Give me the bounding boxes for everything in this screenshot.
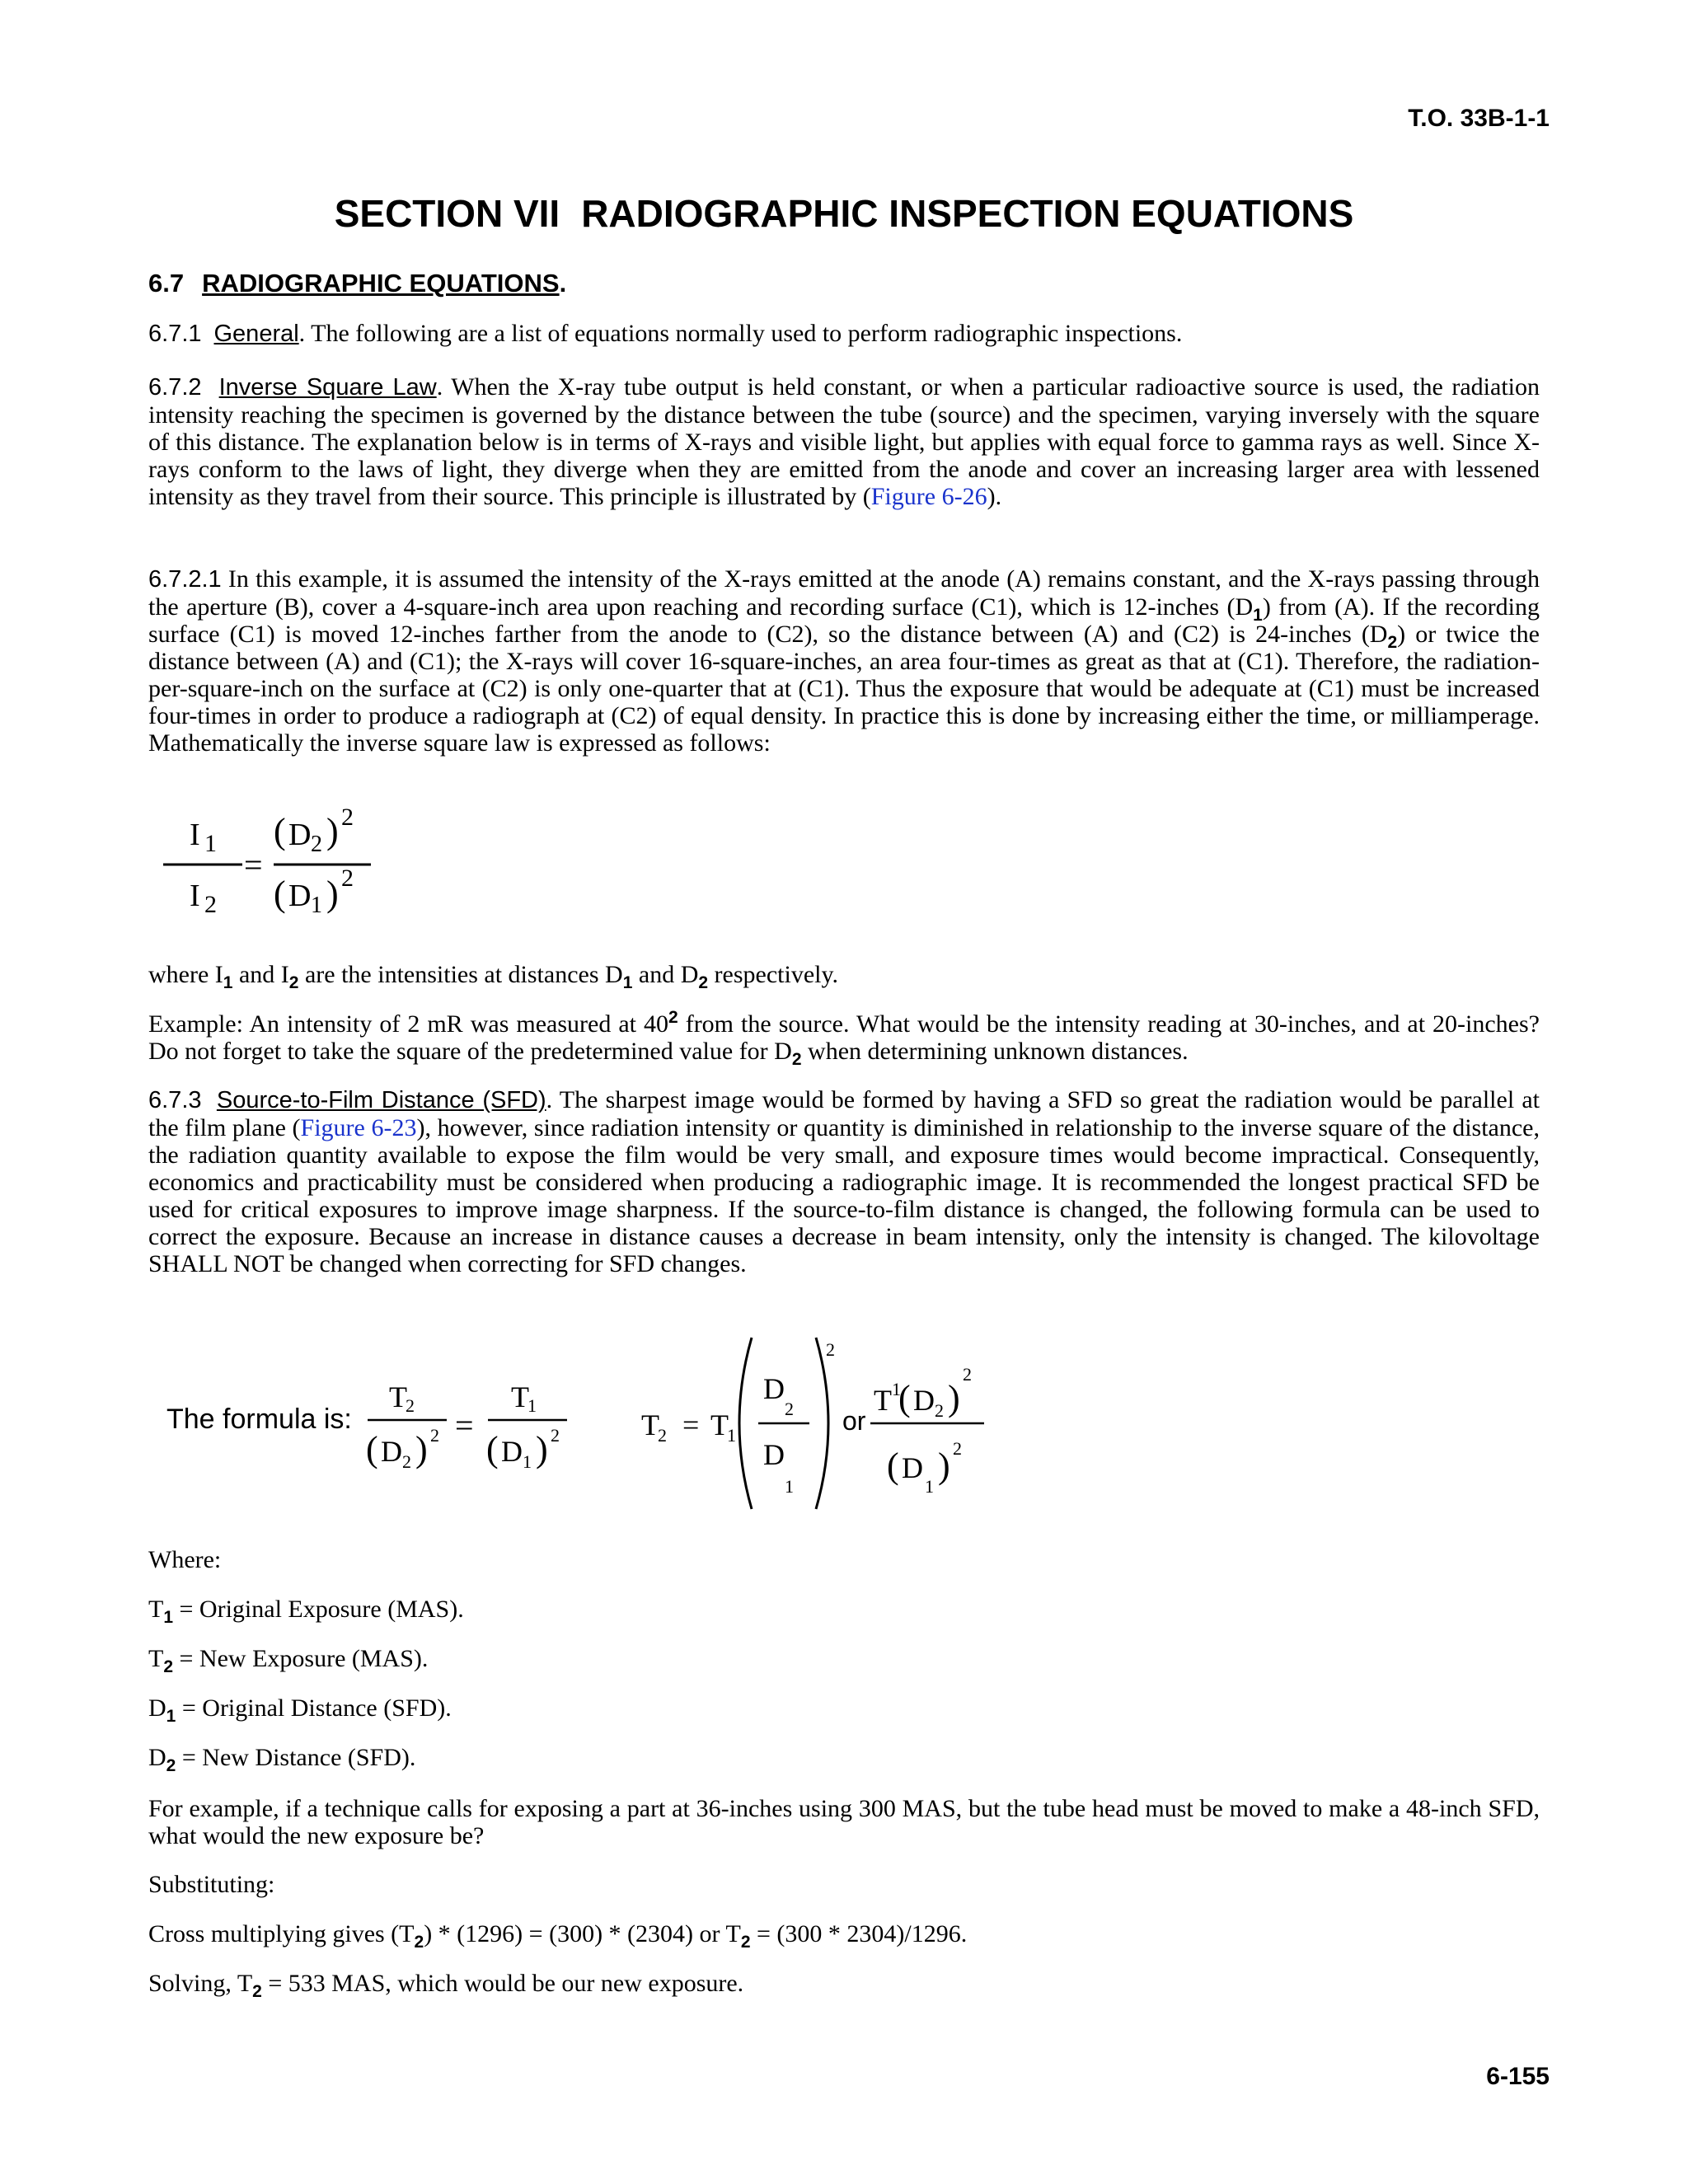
section-title: [0, 191, 1688, 236]
paren-left: (: [887, 1446, 899, 1486]
eq-power: 2: [341, 865, 354, 892]
subscript: 2: [163, 1657, 174, 1676]
superscript: 2: [551, 1425, 560, 1446]
eq-power: 2: [341, 804, 354, 831]
formula-t1: T: [874, 1384, 892, 1417]
paren-right: ): [415, 1429, 428, 1469]
definition-d1: [148, 1694, 452, 1726]
subscript: 2: [785, 1399, 794, 1419]
paren-left: (: [366, 1429, 378, 1469]
eq-d1: D: [288, 879, 312, 913]
section-number: SECTION VII: [334, 192, 560, 235]
page-number: 6-155: [1486, 2063, 1550, 2090]
subscript: 1: [925, 1476, 934, 1497]
paragraph-heading: Inverse Square Law: [218, 374, 437, 401]
formula-t1: T: [710, 1408, 729, 1441]
subscript: 2: [740, 1933, 751, 1952]
superscript: 1: [892, 1379, 901, 1399]
where-label: Where:: [148, 1546, 222, 1573]
definition-d2: [148, 1744, 416, 1775]
formula-d2: D: [913, 1384, 935, 1417]
paragraph-6-7-3: [148, 1086, 1540, 1277]
paren-right: [816, 1338, 828, 1509]
subscript: 2: [791, 1050, 802, 1069]
paragraph-text: ) or twice the distance between (A) and (C1); the X-rays will cover 16-square-inches, an area four-times as great as that at (C1). Therefore, the radiation-per-square-inch on the surface at (C2) is only one-quarter that at (C1). Thus the exposure that would be adequate at (C1) must be increased four-times in order to produce a radiograph at (C2) of equal density. In practice this is done by increasing either the time, or milliamperage. Mathematically the inverse square law is expressed as follows:: [148, 621, 1540, 757]
figure-link-6-23[interactable]: Figure 6-23: [300, 1114, 417, 1141]
paragraph-text: . The following are a list of equations normally used to perform radiographic inspections.: [298, 320, 1183, 347]
superscript: 2: [668, 1008, 678, 1027]
definition-text: = Original Distance (SFD).: [176, 1694, 452, 1722]
text: are the intensities at distances D: [298, 961, 623, 988]
paragraph-6-7-2-1: [148, 565, 1540, 757]
paragraph-text: . The sharpest image would be formed by having a SFD so great the radiation would be parallel at the film plane (: [148, 1086, 1540, 1141]
where-intensities: [148, 961, 1540, 992]
heading-number: 6.7: [148, 269, 185, 298]
subscript: 1: [727, 1425, 736, 1446]
paren-left: (: [274, 874, 286, 914]
subscript: 2: [658, 1425, 667, 1446]
eq-d2: D: [288, 818, 312, 852]
subscript: 1: [166, 1707, 176, 1726]
paragraph-number: 6.7.2: [148, 374, 202, 401]
paragraph-text: . When the X-ray tube output is held constant, or when a particular radioactive source is used, the radiation intensity reaching the specimen is governed by the distance between the tube (source) and the specimen, varying inversely with the square of this distance. The explanation below is in terms of X-rays and visible light, but applies with equal force to gamma rays as well. Since X-rays conform to the laws of light, they diverge when they are emitted from the anode and cover an increasing larger area with lessened intensity as they travel from their source. This principle is illustrated by (: [148, 373, 1540, 510]
formula-d2: D: [381, 1435, 402, 1468]
formula-t1: T: [511, 1380, 529, 1413]
figure-link-6-26[interactable]: Figure 6-26: [870, 483, 987, 510]
symbol: T: [148, 1645, 164, 1672]
eq-i2: I: [190, 879, 200, 913]
sfd-formula: [165, 1331, 1006, 1521]
subscript: 2: [1387, 633, 1398, 652]
paren-left: (: [898, 1378, 911, 1418]
paragraph-6-7-1: [148, 320, 1540, 348]
formula-equals: =: [455, 1407, 474, 1444]
subscript: 1: [528, 1395, 537, 1416]
symbol: D: [148, 1694, 166, 1722]
heading-6-7: [148, 269, 566, 298]
subscript: 1: [163, 1608, 174, 1627]
formula-t2: T: [641, 1408, 659, 1441]
paren-left: (: [274, 811, 286, 851]
paragraph-end: ).: [987, 483, 1002, 510]
subscript: 2: [698, 973, 709, 992]
paragraph-number: 6.7.3: [148, 1087, 202, 1113]
paren-right: ): [938, 1446, 950, 1486]
subscript: 2: [935, 1400, 944, 1421]
symbol: T: [148, 1596, 164, 1623]
definition-t2: [148, 1645, 429, 1676]
superscript: 2: [953, 1438, 962, 1459]
formula-label: The formula is:: [166, 1404, 352, 1435]
definition-text: = Original Exposure (MAS).: [173, 1596, 464, 1623]
paren-left: [739, 1338, 752, 1509]
example-intensity: [148, 1008, 1540, 1069]
subscript: 2: [414, 1933, 424, 1952]
text: Solving, T: [148, 1970, 253, 1997]
paragraph-text: In this example, it is assumed the intensity of the X-rays emitted at the anode (A) remains constant, and the X-rays passing through the aperture (B), cover a 4-square-inch area upon reaching and recording surface (C1), which is 12-inches (D: [148, 565, 1540, 621]
formula-d1: D: [902, 1451, 923, 1484]
cross-multiplying: [148, 1920, 968, 1952]
text: where I: [148, 961, 223, 988]
text: Example: An intensity of 2 mR was measured at 40: [148, 1010, 668, 1038]
formula-equals: =: [682, 1408, 700, 1441]
superscript: 2: [430, 1425, 439, 1446]
definition-t1: [148, 1596, 464, 1627]
subscript: 2: [252, 1982, 262, 2001]
subscript: 1: [785, 1476, 794, 1497]
paren-right: ): [948, 1378, 960, 1418]
paren-right: ): [326, 874, 339, 914]
eq-d2-sub: 2: [311, 832, 322, 857]
subscript: 2: [288, 973, 299, 992]
substituting-label: Substituting:: [148, 1871, 275, 1898]
paragraph-number: 6.7.1: [148, 321, 202, 347]
symbol: D: [148, 1744, 166, 1771]
subscript: 2: [402, 1451, 411, 1472]
paren-right: ): [536, 1429, 548, 1469]
text: = 533 MAS, which would be our new exposure.: [261, 1970, 744, 1997]
text: from the source. What would be the intensity reading at 30-inches, and at 20-inches? Do not forget to take the square of the predetermined value for D: [148, 1010, 1540, 1065]
formula-or: or: [842, 1406, 866, 1436]
text: and D: [632, 961, 699, 988]
subscript: 2: [166, 1756, 176, 1775]
eq-d1-sub: 1: [311, 893, 322, 918]
heading-dot: .: [559, 269, 567, 298]
paren-left: (: [486, 1429, 499, 1469]
eq-i1: I: [190, 818, 200, 852]
text: Cross multiplying gives (T: [148, 1920, 415, 1947]
eq-i2-sub: 2: [204, 891, 217, 918]
paragraph-number: 6.7.2.1: [148, 566, 222, 593]
subscript: 1: [223, 973, 233, 992]
definition-text: = New Exposure (MAS).: [173, 1645, 429, 1672]
formula-d1: D: [763, 1438, 785, 1471]
paragraph-heading: General: [213, 321, 299, 347]
text: respectively.: [708, 961, 839, 988]
eq-equals: =: [244, 846, 263, 883]
text: = (300 * 2304)/1296.: [750, 1920, 968, 1947]
section-heading: RADIOGRAPHIC INSPECTION EQUATIONS: [581, 192, 1354, 235]
formula-d2: D: [763, 1372, 785, 1405]
paragraph-text: ) from (A). If the recording surface (C1) is moved 12-inches farther from the anode to (C2), so the distance between (A) and (C2) is 24-inches (D: [148, 593, 1540, 648]
paragraph-6-7-2: [148, 373, 1540, 510]
text: when determining unknown distances.: [801, 1038, 1189, 1065]
paragraph-text: ), however, since radiation intensity or quantity is diminished in relationship to the inverse square of the distance, the radiation quantity available to expose the film would be very small, and exposure times would become impractical. Consequently, economics and practicability must be considered when producing a radiographic image. It is recommended the longest practical SFD be used for critical exposures to improve image sharpness. If the source-to-film distance is changed, the following formula can be used to correct the exposure. Because an increase in distance causes a decrease in beam intensity, only the intensity is changed. The kilovoltage SHALL NOT be changed when correcting for SFD changes.: [148, 1114, 1540, 1277]
subscript: 2: [406, 1395, 415, 1416]
heading-title: RADIOGRAPHIC EQUATIONS: [202, 269, 560, 298]
solving: [148, 1970, 744, 2001]
text: and I: [232, 961, 289, 988]
inverse-square-equation: [157, 804, 396, 935]
subscript: 1: [523, 1451, 532, 1472]
text: ) * (1296) = (300) * (2304) or T: [424, 1920, 741, 1947]
formula-t2: T: [389, 1380, 407, 1413]
subscript: 1: [1253, 606, 1263, 625]
definition-text: = New Distance (SFD).: [176, 1744, 416, 1771]
superscript: 2: [826, 1339, 835, 1360]
subscript: 1: [622, 973, 633, 992]
running-header: T.O. 33B-1-1: [1408, 105, 1550, 132]
superscript: 2: [963, 1364, 972, 1385]
paragraph-heading: Source-to-Film Distance (SFD): [216, 1087, 546, 1113]
example-sfd: For example, if a technique calls for exposing a part at 36-inches using 300 MAS, but the tube head must be moved to make a 48-inch SFD, what would the new exposure be?: [148, 1795, 1540, 1849]
paren-right: ): [326, 811, 339, 851]
formula-d1: D: [501, 1435, 523, 1468]
eq-i1-sub: 1: [204, 830, 217, 857]
